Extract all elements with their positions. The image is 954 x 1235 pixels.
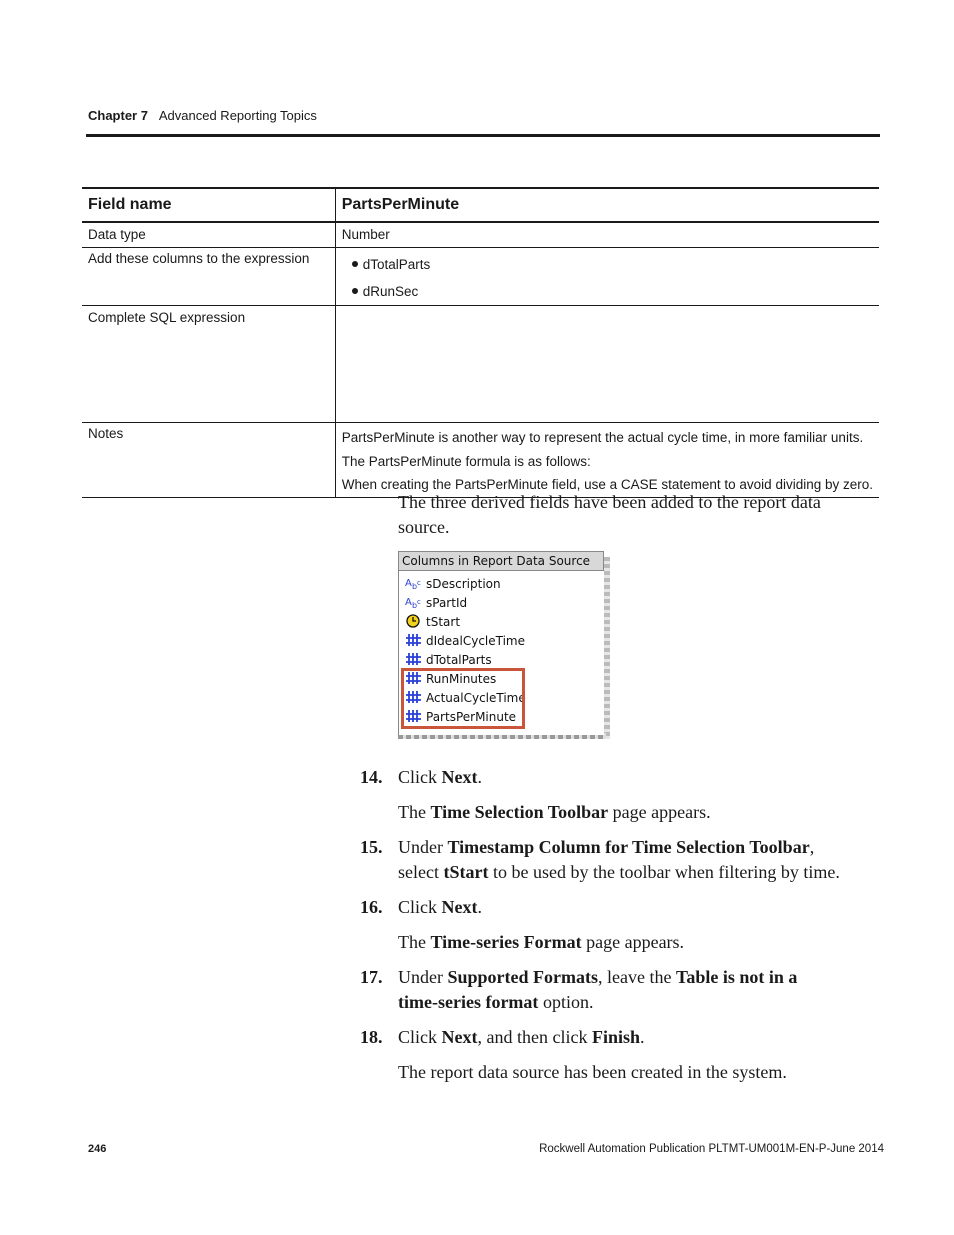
torn-edge (604, 557, 610, 739)
row-value (335, 248, 879, 306)
row-label: Data type (82, 222, 335, 248)
table-header-row (82, 188, 879, 222)
svg-text:b: b (412, 582, 418, 590)
highlight-box (401, 668, 525, 729)
list-item: RunMinutes (405, 670, 496, 688)
section-label: Advanced Reporting Topics (158, 108, 317, 123)
step-18-result: The report data source has been created in the system. (398, 1062, 787, 1082)
columns-screenshot (396, 549, 616, 745)
field-table (82, 187, 879, 498)
chapter-label: Chapter 7 (88, 108, 148, 123)
page-number: 246 (88, 1143, 107, 1155)
svg-text:c: c (417, 579, 421, 587)
list-item: A b c sDescription (405, 577, 501, 591)
bullet-icon (352, 261, 358, 267)
list-item: dIdealCycleTime (405, 632, 525, 650)
col-header-field-value: PartsPerMinute (335, 188, 879, 222)
text-type-icon (405, 595, 423, 609)
list-item: PartsPerMinute (405, 708, 516, 726)
notes-line: PartsPerMinute is another way to represent the actual cycle time, in more familiar units. (341, 430, 864, 445)
table-row (82, 306, 879, 423)
intro-paragraph: The three derived fields have been added to the report data source. (398, 492, 821, 537)
row-label: Add these columns to the expression (82, 248, 335, 306)
list-item: dTotalParts (342, 251, 873, 278)
list-item: tStart (405, 613, 460, 631)
step-14-result: The Time Selection Toolbar page appears. (398, 802, 711, 822)
row-value: Number (335, 222, 879, 248)
table-row (82, 423, 879, 498)
text-type-icon (405, 576, 423, 590)
notes-line: When creating the PartsPerMinute field, use a CASE statement to avoid dividing by zero. (341, 477, 873, 492)
svg-text:b: b (412, 601, 418, 609)
publication-id: Rockwell Automation Publication PLTMT-UM001M-EN-P-June 2014 (539, 1143, 884, 1155)
col-header-field-name: Field name (82, 188, 335, 222)
list-item: ActualCycleTime (405, 689, 526, 707)
list-item: dRunSec (342, 278, 873, 305)
svg-text:A: A (405, 578, 412, 589)
header-rule (86, 134, 880, 137)
row-label: Complete SQL expression (82, 306, 335, 423)
list-item: dTotalParts (405, 651, 492, 669)
table-row (82, 222, 879, 248)
bullet-icon (352, 288, 358, 294)
svg-text:c: c (417, 598, 421, 606)
clock-icon (405, 614, 423, 628)
number-type-icon (405, 633, 423, 647)
svg-text:A: A (405, 597, 412, 608)
row-value (335, 423, 879, 498)
row-label: Notes (82, 423, 335, 498)
number-type-icon (405, 652, 423, 666)
screenshot-title: Columns in Report Data Source (398, 551, 604, 571)
row-value (335, 306, 879, 423)
list-item: A b c sPartId (405, 596, 468, 610)
step-16-result: The Time-series Format page appears. (398, 932, 685, 952)
table-row (82, 248, 879, 306)
running-header (88, 108, 317, 123)
notes-line: The PartsPerMinute formula is as follows: (341, 453, 591, 469)
